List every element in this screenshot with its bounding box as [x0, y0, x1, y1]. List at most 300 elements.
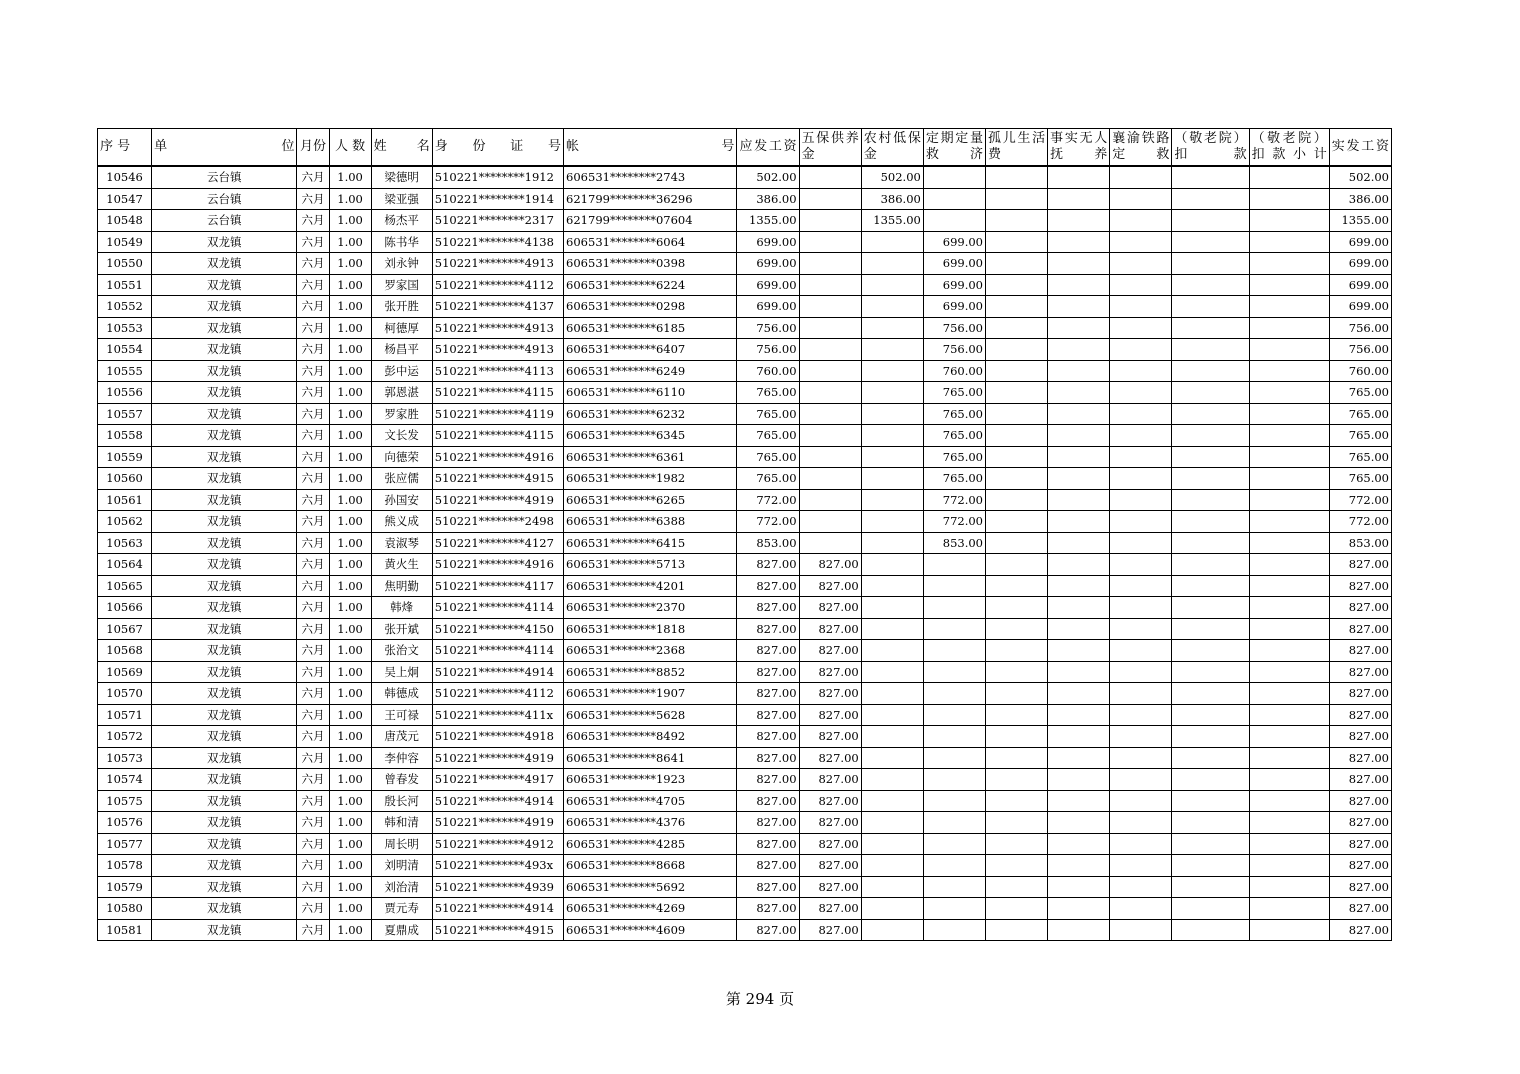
- row-jly-deduct-cell: [1172, 898, 1249, 920]
- row-jly-subtotal-cell: [1249, 683, 1329, 705]
- row-seq-cell: 10565: [98, 575, 152, 597]
- row-jly-subtotal-cell: [1249, 382, 1329, 404]
- row-due-cell: 827.00: [737, 747, 799, 769]
- row-account-cell: 606531********6232: [564, 403, 737, 425]
- row-seq-cell: 10551: [98, 274, 152, 296]
- row-seq-cell: 10550: [98, 253, 152, 275]
- row-month-cell: 六月: [297, 446, 329, 468]
- row-shishi-cell: [1048, 231, 1110, 253]
- row-wubao-cell: 827.00: [799, 575, 861, 597]
- row-account-cell: 606531********8852: [564, 661, 737, 683]
- row-count-cell: 1.00: [329, 210, 371, 232]
- row-jly-deduct-cell: [1172, 597, 1249, 619]
- row-shishi-cell: [1048, 403, 1110, 425]
- table-row: [98, 317, 1392, 339]
- row-guer-cell: [986, 468, 1048, 490]
- row-dibao-cell: [861, 511, 923, 533]
- row-account-cell: 606531********4376: [564, 812, 737, 834]
- row-net-cell: 827.00: [1329, 554, 1391, 576]
- row-unit-cell: 双龙镇: [152, 511, 297, 533]
- row-guer-cell: [986, 360, 1048, 382]
- row-unit-cell: 云台镇: [152, 166, 297, 188]
- row-jly-subtotal-cell: [1249, 597, 1329, 619]
- row-jly-subtotal-cell: [1249, 403, 1329, 425]
- row-jly-deduct-cell: [1172, 726, 1249, 748]
- row-due-cell: 827.00: [737, 876, 799, 898]
- row-wubao-cell: [799, 532, 861, 554]
- row-net-cell: 765.00: [1329, 403, 1391, 425]
- row-net-cell: 699.00: [1329, 274, 1391, 296]
- row-jly-deduct-cell: [1172, 747, 1249, 769]
- row-dibao-cell: [861, 296, 923, 318]
- row-account-cell: 606531********4285: [564, 833, 737, 855]
- row-name-cell: 黄火生: [371, 554, 432, 576]
- row-name-cell: 刘治清: [371, 876, 432, 898]
- row-guer-cell: [986, 403, 1048, 425]
- row-jly-deduct-cell: [1172, 575, 1249, 597]
- row-wubao-cell: 827.00: [799, 683, 861, 705]
- row-month-cell: 六月: [297, 339, 329, 361]
- table-row: [98, 704, 1392, 726]
- row-name-cell: 殷长河: [371, 790, 432, 812]
- row-xiangyu-cell: [1110, 446, 1172, 468]
- row-wubao-cell: [799, 446, 861, 468]
- row-xiangyu-cell: [1110, 618, 1172, 640]
- row-seq-cell: 10548: [98, 210, 152, 232]
- row-net-cell: 765.00: [1329, 446, 1391, 468]
- row-shishi-cell: [1048, 253, 1110, 275]
- row-jly-subtotal-cell: [1249, 188, 1329, 210]
- row-unit-cell: 双龙镇: [152, 575, 297, 597]
- row-name-cell: 彭中运: [371, 360, 432, 382]
- row-dibao-cell: 502.00: [861, 166, 923, 188]
- row-net-cell: 699.00: [1329, 296, 1391, 318]
- row-shishi-cell: [1048, 618, 1110, 640]
- row-jly-subtotal-cell: [1249, 919, 1329, 941]
- row-month-cell: 六月: [297, 597, 329, 619]
- table-row: [98, 769, 1392, 791]
- row-account-cell: 606531********2368: [564, 640, 737, 662]
- row-dingliang-cell: [923, 683, 985, 705]
- row-wubao-cell: 827.00: [799, 554, 861, 576]
- row-net-cell: 827.00: [1329, 747, 1391, 769]
- row-unit-cell: 双龙镇: [152, 855, 297, 877]
- table-row: [98, 468, 1392, 490]
- row-dingliang-cell: 765.00: [923, 425, 985, 447]
- row-net-cell: 827.00: [1329, 726, 1391, 748]
- row-seq-cell: 10577: [98, 833, 152, 855]
- row-guer-cell: [986, 790, 1048, 812]
- row-guer-cell: [986, 704, 1048, 726]
- row-unit-cell: 双龙镇: [152, 661, 297, 683]
- row-net-cell: 827.00: [1329, 833, 1391, 855]
- row-unit-cell: 双龙镇: [152, 532, 297, 554]
- row-dingliang-cell: [923, 790, 985, 812]
- row-guer-cell: [986, 532, 1048, 554]
- row-id-cell: 510221********4112: [432, 683, 563, 705]
- row-month-cell: 六月: [297, 382, 329, 404]
- row-guer-cell: [986, 833, 1048, 855]
- row-jly-subtotal-cell: [1249, 210, 1329, 232]
- row-count-cell: 1.00: [329, 403, 371, 425]
- row-name-cell: 张开胜: [371, 296, 432, 318]
- row-seq-cell: 10559: [98, 446, 152, 468]
- row-jly-subtotal-cell: [1249, 296, 1329, 318]
- row-wubao-cell: [799, 188, 861, 210]
- row-jly-subtotal-cell: [1249, 747, 1329, 769]
- row-dibao-cell: [861, 532, 923, 554]
- row-xiangyu-cell: [1110, 317, 1172, 339]
- row-xiangyu-cell: [1110, 554, 1172, 576]
- row-guer-cell: [986, 661, 1048, 683]
- row-shishi-cell: [1048, 188, 1110, 210]
- row-month-cell: 六月: [297, 726, 329, 748]
- row-dingliang-cell: [923, 166, 985, 188]
- row-dibao-cell: [861, 661, 923, 683]
- row-id-cell: 510221********4115: [432, 425, 563, 447]
- row-id-cell: 510221********4917: [432, 769, 563, 791]
- row-dingliang-cell: 756.00: [923, 339, 985, 361]
- row-dingliang-cell: [923, 210, 985, 232]
- row-unit-cell: 双龙镇: [152, 403, 297, 425]
- row-shishi-cell: [1048, 554, 1110, 576]
- row-seq-cell: 10558: [98, 425, 152, 447]
- col-header-account: 帐号: [564, 129, 737, 167]
- row-id-cell: 510221********4919: [432, 747, 563, 769]
- row-account-cell: 606531********2743: [564, 166, 737, 188]
- row-jly-deduct-cell: [1172, 554, 1249, 576]
- row-due-cell: 756.00: [737, 339, 799, 361]
- row-count-cell: 1.00: [329, 274, 371, 296]
- row-count-cell: 1.00: [329, 382, 371, 404]
- row-count-cell: 1.00: [329, 898, 371, 920]
- row-name-cell: 向德荣: [371, 446, 432, 468]
- row-net-cell: 760.00: [1329, 360, 1391, 382]
- row-xiangyu-cell: [1110, 769, 1172, 791]
- row-xiangyu-cell: [1110, 382, 1172, 404]
- row-shishi-cell: [1048, 769, 1110, 791]
- row-jly-deduct-cell: [1172, 210, 1249, 232]
- row-name-cell: 杨杰平: [371, 210, 432, 232]
- row-id-cell: 510221********2317: [432, 210, 563, 232]
- row-name-cell: 孙国安: [371, 489, 432, 511]
- row-seq-cell: 10574: [98, 769, 152, 791]
- row-wubao-cell: 827.00: [799, 833, 861, 855]
- row-xiangyu-cell: [1110, 640, 1172, 662]
- row-unit-cell: 双龙镇: [152, 726, 297, 748]
- row-name-cell: 曾春发: [371, 769, 432, 791]
- row-seq-cell: 10569: [98, 661, 152, 683]
- row-unit-cell: 双龙镇: [152, 554, 297, 576]
- row-count-cell: 1.00: [329, 876, 371, 898]
- row-month-cell: 六月: [297, 661, 329, 683]
- row-account-cell: 606531********8668: [564, 855, 737, 877]
- row-guer-cell: [986, 554, 1048, 576]
- row-shishi-cell: [1048, 425, 1110, 447]
- row-due-cell: 699.00: [737, 253, 799, 275]
- row-seq-cell: 10573: [98, 747, 152, 769]
- row-dibao-cell: [861, 919, 923, 941]
- row-account-cell: 606531********8641: [564, 747, 737, 769]
- row-due-cell: 827.00: [737, 597, 799, 619]
- row-count-cell: 1.00: [329, 532, 371, 554]
- row-dingliang-cell: 765.00: [923, 468, 985, 490]
- row-seq-cell: 10578: [98, 855, 152, 877]
- row-dibao-cell: [861, 403, 923, 425]
- row-jly-subtotal-cell: [1249, 726, 1329, 748]
- row-account-cell: 606531********1982: [564, 468, 737, 490]
- row-id-cell: 510221********411x: [432, 704, 563, 726]
- row-wubao-cell: 827.00: [799, 726, 861, 748]
- row-account-cell: 606531********6110: [564, 382, 737, 404]
- row-count-cell: 1.00: [329, 511, 371, 533]
- row-jly-deduct-cell: [1172, 833, 1249, 855]
- row-guer-cell: [986, 231, 1048, 253]
- header-row: [98, 129, 1392, 167]
- row-month-cell: 六月: [297, 210, 329, 232]
- col-header-seq: 序 号: [98, 129, 152, 167]
- row-account-cell: 606531********5713: [564, 554, 737, 576]
- row-account-cell: 606531********6224: [564, 274, 737, 296]
- row-account-cell: 606531********6265: [564, 489, 737, 511]
- row-account-cell: 606531********8492: [564, 726, 737, 748]
- row-shishi-cell: [1048, 446, 1110, 468]
- row-dibao-cell: [861, 683, 923, 705]
- row-id-cell: 510221********4113: [432, 360, 563, 382]
- row-xiangyu-cell: [1110, 360, 1172, 382]
- row-name-cell: 陈书华: [371, 231, 432, 253]
- row-jly-deduct-cell: [1172, 253, 1249, 275]
- row-dibao-cell: [861, 790, 923, 812]
- row-month-cell: 六月: [297, 511, 329, 533]
- row-name-cell: 李仲容: [371, 747, 432, 769]
- row-month-cell: 六月: [297, 188, 329, 210]
- row-guer-cell: [986, 747, 1048, 769]
- row-shishi-cell: [1048, 683, 1110, 705]
- row-month-cell: 六月: [297, 898, 329, 920]
- row-due-cell: 699.00: [737, 274, 799, 296]
- row-count-cell: 1.00: [329, 575, 371, 597]
- row-net-cell: 765.00: [1329, 468, 1391, 490]
- row-seq-cell: 10554: [98, 339, 152, 361]
- row-dingliang-cell: [923, 812, 985, 834]
- col-header-shishi: 事实无人抚养: [1048, 129, 1110, 167]
- row-account-cell: 606531********2370: [564, 597, 737, 619]
- row-jly-deduct-cell: [1172, 790, 1249, 812]
- table-row: [98, 446, 1392, 468]
- row-dibao-cell: [861, 446, 923, 468]
- row-jly-deduct-cell: [1172, 919, 1249, 941]
- table-row: [98, 876, 1392, 898]
- row-net-cell: 827.00: [1329, 919, 1391, 941]
- row-jly-subtotal-cell: [1249, 339, 1329, 361]
- row-unit-cell: 双龙镇: [152, 317, 297, 339]
- row-count-cell: 1.00: [329, 317, 371, 339]
- row-dibao-cell: [861, 704, 923, 726]
- row-account-cell: 606531********6361: [564, 446, 737, 468]
- row-unit-cell: 双龙镇: [152, 618, 297, 640]
- row-jly-subtotal-cell: [1249, 253, 1329, 275]
- row-dingliang-cell: [923, 769, 985, 791]
- row-dingliang-cell: 699.00: [923, 253, 985, 275]
- row-count-cell: 1.00: [329, 704, 371, 726]
- row-xiangyu-cell: [1110, 726, 1172, 748]
- row-wubao-cell: [799, 489, 861, 511]
- row-shishi-cell: [1048, 489, 1110, 511]
- row-guer-cell: [986, 640, 1048, 662]
- row-jly-deduct-cell: [1172, 618, 1249, 640]
- row-count-cell: 1.00: [329, 597, 371, 619]
- row-net-cell: 386.00: [1329, 188, 1391, 210]
- row-xiangyu-cell: [1110, 253, 1172, 275]
- row-dingliang-cell: 772.00: [923, 489, 985, 511]
- row-jly-deduct-cell: [1172, 876, 1249, 898]
- row-name-cell: 贾元寿: [371, 898, 432, 920]
- row-account-cell: 606531********1818: [564, 618, 737, 640]
- row-account-cell: 606531********4201: [564, 575, 737, 597]
- row-guer-cell: [986, 188, 1048, 210]
- row-net-cell: 827.00: [1329, 769, 1391, 791]
- row-dingliang-cell: 765.00: [923, 403, 985, 425]
- row-jly-subtotal-cell: [1249, 554, 1329, 576]
- row-dingliang-cell: [923, 726, 985, 748]
- row-net-cell: 827.00: [1329, 790, 1391, 812]
- row-dingliang-cell: [923, 188, 985, 210]
- row-due-cell: 765.00: [737, 446, 799, 468]
- row-id-cell: 510221********4913: [432, 339, 563, 361]
- row-shishi-cell: [1048, 597, 1110, 619]
- table-row: [98, 747, 1392, 769]
- row-name-cell: 韩烽: [371, 597, 432, 619]
- row-xiangyu-cell: [1110, 489, 1172, 511]
- row-net-cell: 827.00: [1329, 640, 1391, 662]
- row-seq-cell: 10570: [98, 683, 152, 705]
- row-net-cell: 699.00: [1329, 253, 1391, 275]
- row-month-cell: 六月: [297, 919, 329, 941]
- row-jly-deduct-cell: [1172, 360, 1249, 382]
- row-jly-deduct-cell: [1172, 188, 1249, 210]
- col-header-due: 应发工资: [737, 129, 799, 167]
- row-shishi-cell: [1048, 575, 1110, 597]
- row-due-cell: 772.00: [737, 511, 799, 533]
- row-jly-subtotal-cell: [1249, 876, 1329, 898]
- row-month-cell: 六月: [297, 747, 329, 769]
- row-count-cell: 1.00: [329, 683, 371, 705]
- table-row: [98, 640, 1392, 662]
- row-dingliang-cell: 760.00: [923, 360, 985, 382]
- row-guer-cell: [986, 166, 1048, 188]
- row-xiangyu-cell: [1110, 296, 1172, 318]
- row-account-cell: 606531********4609: [564, 919, 737, 941]
- table-row: [98, 575, 1392, 597]
- table-row: [98, 532, 1392, 554]
- row-month-cell: 六月: [297, 166, 329, 188]
- row-jly-subtotal-cell: [1249, 575, 1329, 597]
- row-id-cell: 510221********4914: [432, 661, 563, 683]
- row-jly-deduct-cell: [1172, 468, 1249, 490]
- row-dibao-cell: [861, 833, 923, 855]
- row-wubao-cell: [799, 274, 861, 296]
- row-jly-subtotal-cell: [1249, 898, 1329, 920]
- row-account-cell: 606531********5692: [564, 876, 737, 898]
- row-unit-cell: 双龙镇: [152, 360, 297, 382]
- row-jly-deduct-cell: [1172, 403, 1249, 425]
- row-count-cell: 1.00: [329, 747, 371, 769]
- row-seq-cell: 10572: [98, 726, 152, 748]
- row-dibao-cell: [861, 231, 923, 253]
- row-wubao-cell: [799, 360, 861, 382]
- row-net-cell: 756.00: [1329, 317, 1391, 339]
- row-net-cell: 765.00: [1329, 382, 1391, 404]
- row-shishi-cell: [1048, 747, 1110, 769]
- row-guer-cell: [986, 898, 1048, 920]
- row-xiangyu-cell: [1110, 898, 1172, 920]
- row-xiangyu-cell: [1110, 575, 1172, 597]
- row-xiangyu-cell: [1110, 188, 1172, 210]
- col-header-dibao: 农村低保金: [861, 129, 923, 167]
- row-count-cell: 1.00: [329, 855, 371, 877]
- row-dingliang-cell: [923, 618, 985, 640]
- row-count-cell: 1.00: [329, 339, 371, 361]
- row-jly-deduct-cell: [1172, 532, 1249, 554]
- row-month-cell: 六月: [297, 253, 329, 275]
- row-dingliang-cell: [923, 876, 985, 898]
- row-guer-cell: [986, 489, 1048, 511]
- row-dingliang-cell: [923, 661, 985, 683]
- row-account-cell: 606531********0398: [564, 253, 737, 275]
- row-wubao-cell: [799, 403, 861, 425]
- row-count-cell: 1.00: [329, 253, 371, 275]
- row-name-cell: 张应儒: [371, 468, 432, 490]
- row-jly-deduct-cell: [1172, 296, 1249, 318]
- row-seq-cell: 10576: [98, 812, 152, 834]
- row-jly-subtotal-cell: [1249, 704, 1329, 726]
- row-dingliang-cell: [923, 898, 985, 920]
- row-wubao-cell: [799, 339, 861, 361]
- row-dibao-cell: [861, 640, 923, 662]
- row-account-cell: 606531********6407: [564, 339, 737, 361]
- row-xiangyu-cell: [1110, 833, 1172, 855]
- row-id-cell: 510221********4916: [432, 446, 563, 468]
- row-unit-cell: 双龙镇: [152, 683, 297, 705]
- row-shishi-cell: [1048, 532, 1110, 554]
- row-id-cell: 510221********4119: [432, 403, 563, 425]
- row-guer-cell: [986, 726, 1048, 748]
- row-account-cell: 621799********36296: [564, 188, 737, 210]
- row-count-cell: 1.00: [329, 812, 371, 834]
- row-jly-subtotal-cell: [1249, 511, 1329, 533]
- col-header-jly-deduct: （敬老院）扣款: [1172, 129, 1249, 167]
- row-net-cell: 756.00: [1329, 339, 1391, 361]
- row-shishi-cell: [1048, 812, 1110, 834]
- row-count-cell: 1.00: [329, 425, 371, 447]
- row-id-cell: 510221********4919: [432, 812, 563, 834]
- row-id-cell: 510221********4916: [432, 554, 563, 576]
- row-unit-cell: 双龙镇: [152, 296, 297, 318]
- row-count-cell: 1.00: [329, 188, 371, 210]
- row-month-cell: 六月: [297, 317, 329, 339]
- row-seq-cell: 10557: [98, 403, 152, 425]
- row-name-cell: 郭恩湛: [371, 382, 432, 404]
- row-guer-cell: [986, 597, 1048, 619]
- row-account-cell: 606531********1907: [564, 683, 737, 705]
- row-name-cell: 罗家国: [371, 274, 432, 296]
- row-seq-cell: 10560: [98, 468, 152, 490]
- row-jly-deduct-cell: [1172, 812, 1249, 834]
- row-jly-subtotal-cell: [1249, 489, 1329, 511]
- row-seq-cell: 10571: [98, 704, 152, 726]
- row-count-cell: 1.00: [329, 769, 371, 791]
